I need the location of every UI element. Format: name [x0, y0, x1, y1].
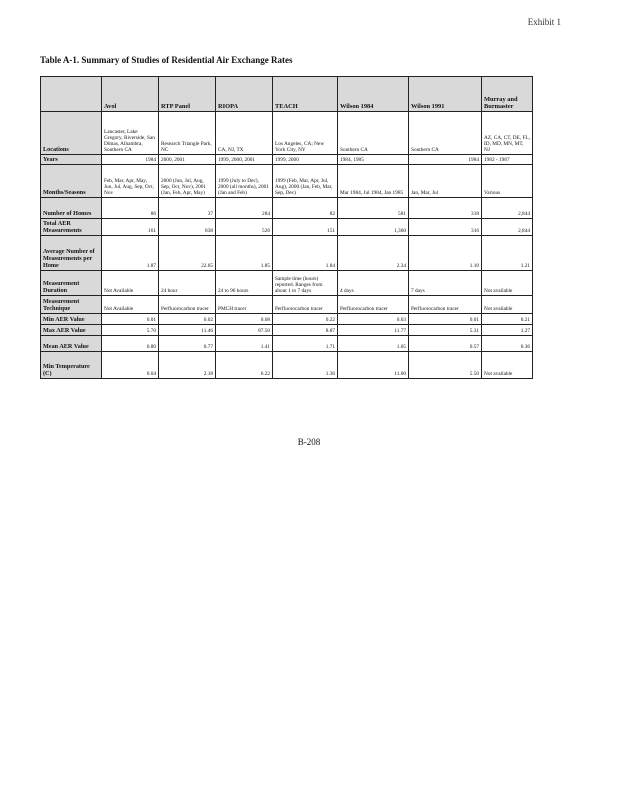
table-cell: 1.87 [102, 236, 159, 271]
table-cell: 838 [159, 219, 216, 236]
table-cell: Perfluorocarbon tracer [273, 296, 338, 314]
table-cell: Not available [482, 296, 533, 314]
table-cell: 2,844 [482, 198, 533, 219]
table-cell: Southern CA [338, 112, 409, 155]
table-cell: 151 [273, 219, 338, 236]
table-row [41, 336, 533, 352]
table-cell: 24 hour [159, 271, 216, 296]
table-row [41, 112, 533, 155]
row-header: Number of Homes [41, 198, 102, 219]
corner-cell [41, 77, 102, 112]
table-row [41, 198, 533, 219]
table-cell: Perfluorocarbon tracer [159, 296, 216, 314]
table-row [41, 314, 533, 325]
table-cell: Jan, Mar, Jul [409, 165, 482, 198]
table-cell: 2000, 2001 [159, 155, 216, 165]
table-body [41, 112, 533, 379]
table-cell: 318 [409, 198, 482, 219]
table-row [41, 155, 533, 165]
table-cell: 0.03 [338, 314, 409, 325]
table-cell: 6.22 [216, 352, 273, 379]
table-cell: 1999 (Feb, Mar, Apr, Jul, Aug), 2000 (Jan, Feb, Mar, Sep, Dec) [273, 165, 338, 198]
table-cell: PMCH tracer [216, 296, 273, 314]
row-header: Years [41, 155, 102, 165]
table-cell: 11.46 [159, 325, 216, 336]
column-header: TEACH [273, 77, 338, 112]
air-exchange-table [40, 76, 533, 379]
table-row [41, 296, 533, 314]
table-cell: 1984 [409, 155, 482, 165]
table-cell: AZ, CA, CT, DE, FL, ID, MD, MN, MT, NJ [482, 112, 533, 155]
table-cell: 1.21 [482, 236, 533, 271]
table-cell: 1.05 [338, 336, 409, 352]
table-cell: 0.01 [102, 314, 159, 325]
table-row [41, 219, 533, 236]
table-cell: 11.77 [338, 325, 409, 336]
table-cell: 1984, 1985 [338, 155, 409, 165]
table-cell: 0.01 [409, 314, 482, 325]
table-cell: 1999 (July to Dec), 2000 (all months), 2001 (Jan and Feb) [216, 165, 273, 198]
table-cell: 1,360 [338, 219, 409, 236]
table-cell: 8.87 [273, 325, 338, 336]
table-row [41, 271, 533, 296]
row-header: Mean AER Value [41, 336, 102, 352]
table-cell: 1.41 [216, 336, 273, 352]
table-cell: 87.50 [216, 325, 273, 336]
table-cell: 24 to 96 hours [216, 271, 273, 296]
table-cell: Research Triangle Park, NC [159, 112, 216, 155]
table-cell: 1999, 2000, 2001 [216, 155, 273, 165]
table-cell: 1.27 [482, 325, 533, 336]
table-cell: 22.65 [159, 236, 216, 271]
row-header: Max AER Value [41, 325, 102, 336]
table-cell: Mar 1984, Jul 1984, Jan 1985 [338, 165, 409, 198]
row-header: Min AER Value [41, 314, 102, 325]
column-header: Avol [102, 77, 159, 112]
table-cell: CA, NJ, TX [216, 112, 273, 155]
row-header: Locations [41, 112, 102, 155]
table-cell: 0.04 [102, 352, 159, 379]
column-header: Wilson 1984 [338, 77, 409, 112]
page-number: B-208 [297, 437, 321, 447]
table-cell: 0.08 [216, 314, 273, 325]
table-cell: 526 [216, 219, 273, 236]
table-cell: Feb, Mar, Apr, May, Jun, Jul, Aug, Sep, Oct, Nov [102, 165, 159, 198]
header-row [41, 77, 533, 112]
table-cell: 11.00 [338, 352, 409, 379]
table-cell: Not available [482, 352, 533, 379]
row-header: Total AER Measurements [41, 219, 102, 236]
table-cell: Los Angeles, CA; New York City, NY [273, 112, 338, 155]
table-cell: 2.34 [338, 236, 409, 271]
table-cell: 5.31 [409, 325, 482, 336]
table-cell: 5.50 [409, 352, 482, 379]
table-cell: 1.84 [273, 236, 338, 271]
table-cell: 0.02 [159, 314, 216, 325]
table-cell: 0.36 [482, 336, 533, 352]
table-cell: 1.36 [273, 352, 338, 379]
table-cell: 1.10 [409, 236, 482, 271]
row-header: Measurement Duration [41, 271, 102, 296]
table-cell: 1.71 [273, 336, 338, 352]
table-cell: 161 [102, 219, 159, 236]
table-row [41, 352, 533, 379]
table-cell: Not Available [102, 296, 159, 314]
table-cell: 316 [409, 219, 482, 236]
column-header: Murray and Burmaster [482, 77, 533, 112]
table-cell: 1982 - 1987 [482, 155, 533, 165]
column-header: Wilson 1991 [409, 77, 482, 112]
table-cell: Various [482, 165, 533, 198]
row-header: Average Number of Measurements per Home [41, 236, 102, 271]
row-header: Months/Seasons [41, 165, 102, 198]
table-cell: 0.57 [409, 336, 482, 352]
table-cell: 4 days [338, 271, 409, 296]
table-cell: 2000 (Jun, Jul, Aug, Sep, Oct, Nov), 2001 (Jan, Feb, Apr, May) [159, 165, 216, 198]
column-header: RIOPA [216, 77, 273, 112]
row-header: Min Temperature (C) [41, 352, 102, 379]
table-cell: 7 days [409, 271, 482, 296]
table-cell: 284 [216, 198, 273, 219]
column-header: RTP Panel [159, 77, 216, 112]
table-cell: 86 [102, 198, 159, 219]
table-cell: Southern CA [409, 112, 482, 155]
table-cell: 1999, 2000 [273, 155, 338, 165]
table-row [41, 236, 533, 271]
table-cell: 1.85 [216, 236, 273, 271]
table-cell: 0.80 [102, 336, 159, 352]
table-cell: Perfluorocarbon tracer [409, 296, 482, 314]
table-row [41, 165, 533, 198]
table-cell: 82 [273, 198, 338, 219]
table-cell: 2,844 [482, 219, 533, 236]
table-row [41, 325, 533, 336]
table-cell: 0.21 [482, 314, 533, 325]
table-cell: 5.70 [102, 325, 159, 336]
table-cell: 37 [159, 198, 216, 219]
table-cell: 1984 [102, 155, 159, 165]
table-cell: 2.18 [159, 352, 216, 379]
table-cell: Not available [482, 271, 533, 296]
table-cell: 0.77 [159, 336, 216, 352]
table-cell: 581 [338, 198, 409, 219]
table-cell: Not Available [102, 271, 159, 296]
table-cell: Sample time (hours) reported. Ranges from about 1 to 7 days [273, 271, 338, 296]
table-cell: Perfluorocarbon tracer [338, 296, 409, 314]
row-header: Measurement Technique [41, 296, 102, 314]
table-caption: Table A-1. Summary of Studies of Residential Air Exchange Rates [40, 55, 293, 65]
table-cell: 0.22 [273, 314, 338, 325]
table-cell: Lancaster, Lake Gregory, Riverside, San Dimas, Alhambra, Southern CA [102, 112, 159, 155]
exhibit-label: Exhibit 1 [527, 17, 561, 27]
